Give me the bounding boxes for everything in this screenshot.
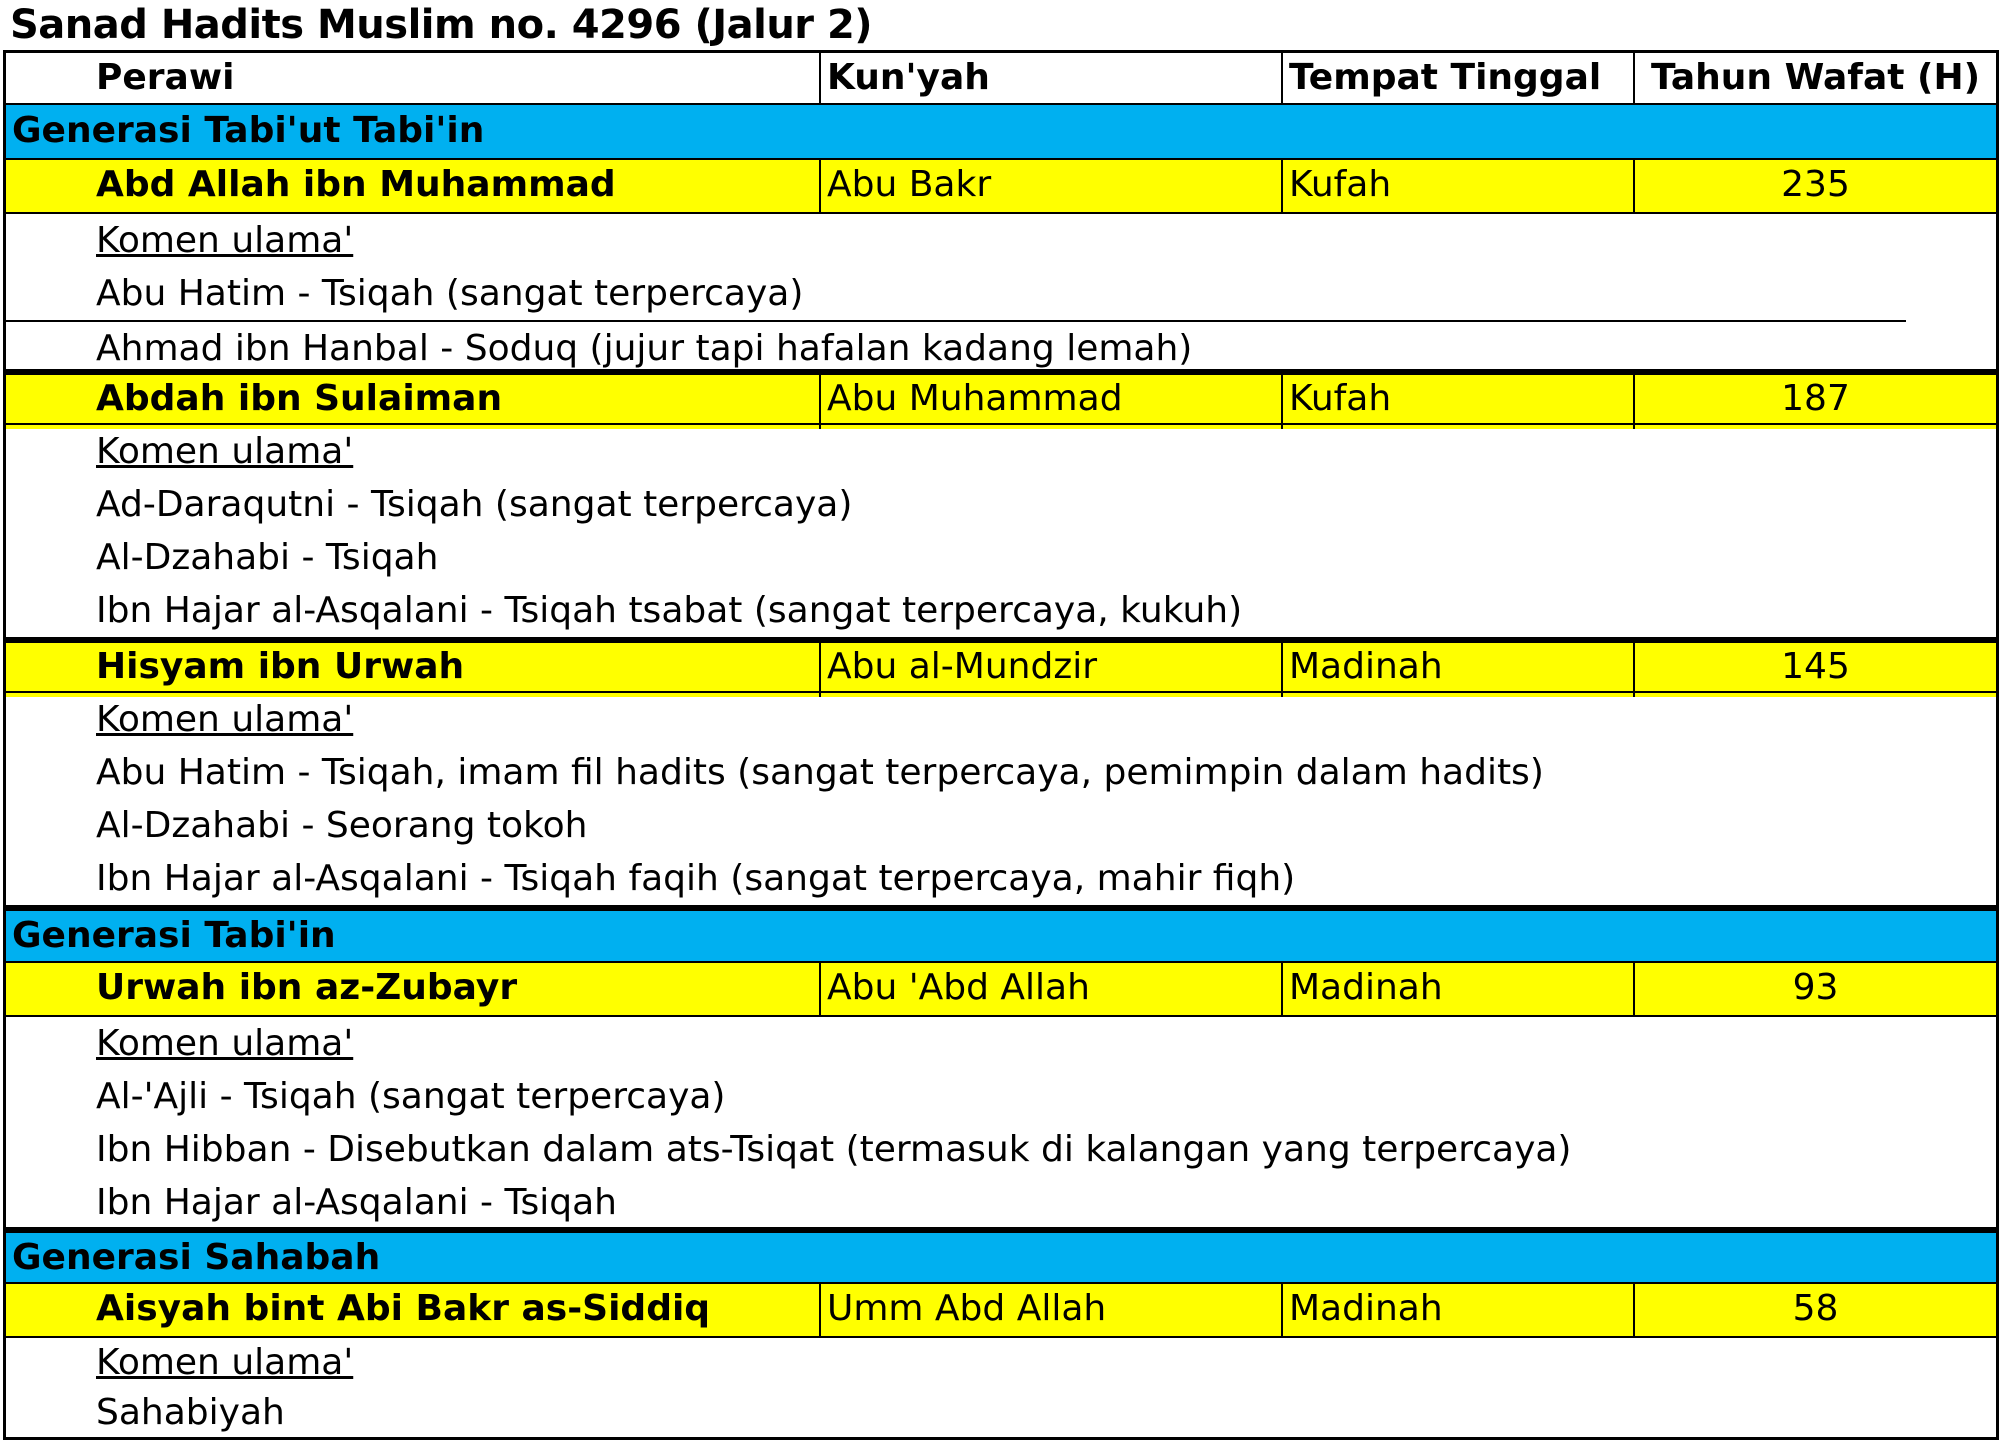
comments-heading: Komen ulama' — [96, 1342, 354, 1383]
narrator-death-year: 145 — [1633, 643, 1996, 697]
narrator-death-year: 187 — [1633, 375, 1996, 429]
column-header-perawi: Perawi — [96, 57, 235, 98]
narrator-death-year: 235 — [1633, 160, 1996, 214]
narrator-residence: Kufah — [1281, 375, 1633, 429]
narrator-kunyah: Abu 'Abd Allah — [819, 963, 1281, 1017]
narrator-residence: Madinah — [1281, 1284, 1633, 1338]
scholar-comment: Ibn Hajar al-Asqalani - Tsiqah faqih (sangat terpercaya, mahir fiqh) — [96, 858, 1296, 899]
comments-block — [6, 1015, 1996, 1231]
narrator-kunyah: Abu Bakr — [819, 160, 1281, 214]
narrator-death-year: 58 — [1633, 1284, 1996, 1338]
column-header-tahun-wafat: Tahun Wafat (H) — [1633, 53, 1996, 103]
generation-row — [6, 1227, 1996, 1288]
scholar-comment: Ad-Daraqutni - Tsiqah (sangat terpercaya) — [96, 484, 853, 525]
scholar-comment: Abu Hatim - Tsiqah (sangat terpercaya) — [96, 273, 804, 314]
scholar-comment: Ibn Hibban - Disebutkan dalam ats-Tsiqat (termasuk di kalangan yang terpercaya) — [96, 1129, 1572, 1170]
narrator-kunyah: Abu Muhammad — [819, 375, 1281, 429]
comments-block — [6, 691, 1996, 907]
comments-heading: Komen ulama' — [96, 699, 354, 740]
scholar-comment: Al-'Ajli - Tsiqah (sangat terpercaya) — [96, 1076, 726, 1117]
narrator-death-year: 93 — [1633, 963, 1996, 1017]
comments-heading: Komen ulama' — [96, 431, 354, 472]
page-title: Sanad Hadits Muslim no. 4296 (Jalur 2) — [10, 2, 873, 48]
narrator-kunyah: Abu al-Mundzir — [819, 643, 1281, 697]
comments-block — [6, 1336, 1996, 1439]
scholar-comment: Ibn Hajar al-Asqalani - Tsiqah — [96, 1182, 617, 1223]
comments-block — [6, 212, 1996, 374]
column-header-tempat-tinggal: Tempat Tinggal — [1281, 53, 1633, 103]
comments-heading: Komen ulama' — [96, 220, 354, 261]
generation-label: Generasi Tabi'ut Tabi'in — [12, 110, 485, 151]
scholar-comment: Al-Dzahabi - Tsiqah — [96, 537, 439, 578]
narrator-name: Abdah ibn Sulaiman — [96, 378, 503, 419]
narrator-residence: Madinah — [1281, 963, 1633, 1017]
narrator-name: Aisyah bint Abi Bakr as-Siddiq — [96, 1288, 711, 1329]
scholar-comment: Ibn Hajar al-Asqalani - Tsiqah tsabat (sangat terpercaya, kukuh) — [96, 590, 1243, 631]
comments-heading: Komen ulama' — [96, 1023, 354, 1064]
column-header-kunyah: Kun'yah — [819, 53, 1281, 103]
narrator-name: Hisyam ibn Urwah — [96, 646, 465, 687]
narrator-name: Abd Allah ibn Muhammad — [96, 164, 616, 205]
narrator-name: Urwah ibn az-Zubayr — [96, 967, 518, 1008]
narrator-row — [6, 1282, 1996, 1338]
narrator-row — [6, 637, 1996, 697]
generation-row — [6, 103, 1996, 160]
scholar-comment: Sahabiyah — [96, 1392, 285, 1433]
scholar-comment: Abu Hatim - Tsiqah, imam fil hadits (sangat terpercaya, pemimpin dalam hadits) — [96, 752, 1544, 793]
generation-label: Generasi Tabi'in — [12, 915, 336, 956]
scholar-comment: Al-Dzahabi - Seorang tokoh — [96, 805, 588, 846]
table-header-row — [6, 53, 1996, 103]
generation-row — [6, 905, 1996, 967]
narrator-kunyah: Umm Abd Allah — [819, 1284, 1281, 1338]
generation-label: Generasi Sahabah — [12, 1237, 381, 1278]
narrator-row — [6, 158, 1996, 214]
scholar-comment: Ahmad ibn Hanbal - Soduq (jujur tapi hafalan kadang lemah) — [6, 320, 1906, 373]
narrator-residence: Madinah — [1281, 643, 1633, 697]
narrator-row — [6, 961, 1996, 1017]
narrator-row — [6, 369, 1996, 429]
narrator-residence: Kufah — [1281, 160, 1633, 214]
comments-block — [6, 423, 1996, 639]
sanad-table — [3, 50, 1999, 1440]
